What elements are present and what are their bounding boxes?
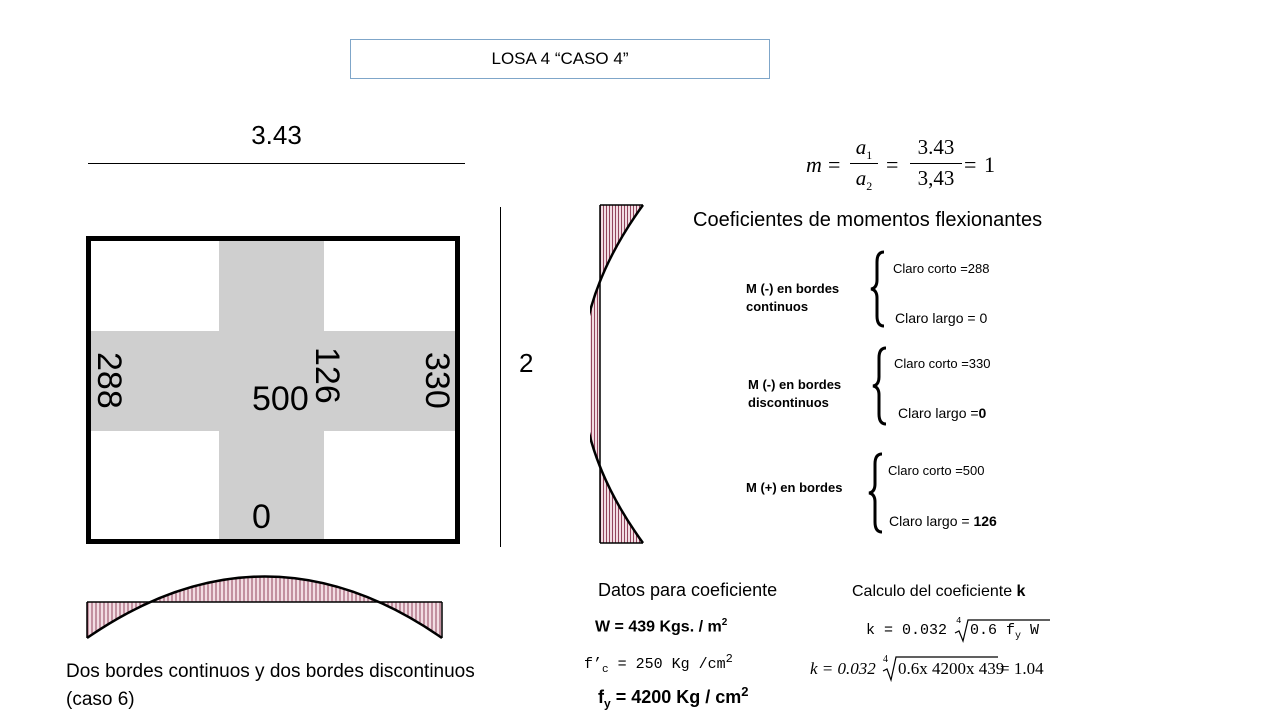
slab-right-value: 330 — [418, 352, 456, 409]
reference-line — [500, 207, 501, 547]
ratio-formula — [806, 132, 1006, 194]
caption: Dos bordes continuos y dos bordes discontinuos (caso 6) — [66, 661, 475, 710]
ratio-a2: $a_2$ — [855, 166, 873, 194]
fc-value: $f’_c = 250$ Kg $/cm^2$ — [584, 652, 733, 676]
slab-center-value: 500 — [252, 380, 309, 418]
ratio-a1: $a_1$ — [855, 135, 873, 163]
vertical-moment-diagram — [590, 198, 650, 550]
group-3-corto: Claro corto =500 — [888, 463, 985, 478]
ratio-eq3: = — [964, 152, 977, 177]
side-label: 2 — [519, 348, 534, 378]
ratio-result: 1 — [984, 152, 995, 177]
ratio-eq2: = — [886, 152, 899, 177]
brace-icon — [870, 346, 890, 426]
ratio-num: 3.43 — [917, 135, 955, 159]
ratio-fraction-bar-1 — [850, 163, 878, 164]
ratio-fraction-bar-2 — [910, 163, 962, 164]
ratio-den: 3,43 — [917, 166, 955, 190]
w-value: W = 439 Kgs. / $m^2$ — [595, 617, 728, 636]
group-2-corto: Claro corto =330 — [894, 356, 991, 371]
slab-left-value: 288 — [90, 352, 128, 409]
k-section-title: Calculo del coeficiente k — [852, 583, 1026, 600]
group-2-label: M (-) en bordes discontinuos — [748, 377, 842, 410]
brace-icon — [866, 452, 886, 534]
group-1-corto: Claro corto =288 — [893, 261, 990, 276]
span-dimension-line — [88, 163, 465, 164]
ratio-eq1: = — [828, 152, 841, 177]
group-2-largo: Claro largo =0 — [898, 405, 987, 421]
ratio-lhs: m — [806, 152, 822, 177]
coefficients-title: Coeficientes de momentos flexionantes — [693, 209, 1043, 231]
title-box — [350, 39, 770, 79]
group-1-largo: Claro largo = 0 — [895, 310, 988, 326]
group-3-largo: Claro largo = 126 — [889, 513, 997, 529]
slab-bottom-value: 0 — [252, 498, 271, 536]
k-numeric-formula: k = 0.032 4 0.6x 4200x 439 = 1.04 — [810, 655, 1080, 683]
group-3-label: M (+) en bordes — [746, 480, 843, 495]
horizontal-moment-diagram — [82, 560, 448, 646]
group-1-label: M (-) en bordes continuos — [746, 281, 840, 314]
fy-value: $f_y = 4200$ Kg / $cm^2$ — [598, 684, 749, 711]
span-dimension-label: 3.43 — [251, 120, 302, 150]
brace-icon — [868, 250, 888, 328]
data-section-title: Datos para coeficiente — [598, 580, 778, 600]
page-title: LOSA 4 “CASO 4” — [491, 49, 629, 68]
k-formula: k = 0.032 4 0.6 $f_y$ W — [866, 619, 1056, 645]
slab-vertical-value: 126 — [308, 347, 346, 404]
